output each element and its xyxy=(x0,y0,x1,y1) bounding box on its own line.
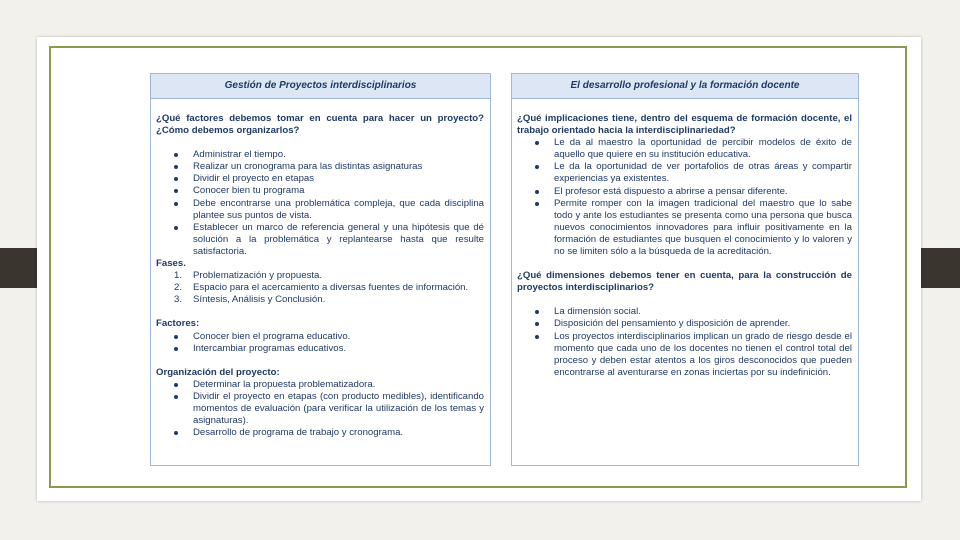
list-item: El profesor está dispuesto a abrirse a pensar diferente. xyxy=(517,186,852,198)
list-item: Conocer bien tu programa xyxy=(156,185,484,197)
right-question-2: ¿Qué dimensiones debemos tener en cuenta, para la construcción de proyectos interdisciplinarios? xyxy=(517,270,852,294)
right-panel xyxy=(511,73,859,466)
left-panel-title: Gestión de Proyectos interdisciplinarios xyxy=(151,74,490,99)
list-item: Desarrollo de programa de trabajo y cronograma. xyxy=(156,427,484,439)
list-item: La dimensión social. xyxy=(517,306,852,318)
list-item: Intercambiar programas educativos. xyxy=(156,343,484,355)
list-item: Debe encontrarse una problemática compleja, que cada disciplina plantee sus puntos de vista. xyxy=(156,198,484,222)
list-item: Permite romper con la imagen tradicional del maestro que lo sabe todo y ante los estudiantes se presenta como una persona que busca nuevos conocimientos innovadores para influir positivamente en la formación de estudiantes que busquen el conocimiento y lo valoren y no se limiten sólo a la búsqueda de la acreditación. xyxy=(517,198,852,258)
left-panel-body xyxy=(151,99,490,439)
list-item: 2. Espacio para el acercamiento a diversas fuentes de información. xyxy=(174,282,469,294)
list-item: Dividir el proyecto en etapas xyxy=(156,173,484,185)
right-panel-title: El desarrollo profesional y la formación docente xyxy=(512,74,858,99)
list-item: 3. Síntesis, Análisis y Conclusión. xyxy=(174,294,326,306)
fases-list xyxy=(156,270,484,306)
right-panel-body xyxy=(512,99,858,379)
left-items-list xyxy=(156,149,484,258)
list-item: Le da la oportunidad de ver portafolios de otras áreas y compartir experiencias ya existentes. xyxy=(517,161,852,185)
list-item: Disposición del pensamiento y disposición de aprender. xyxy=(517,318,852,330)
right-items-list-2 xyxy=(517,306,852,379)
list-item: Le da al maestro la oportunidad de percibir modelos de éxito de aquello que quiere en su institución educativa. xyxy=(517,137,852,161)
right-question-1: ¿Qué implicaciones tiene, dentro del esquema de formación docente, el trabajo orientado hacia la interdisciplinariedad? xyxy=(517,113,852,137)
organizacion-list xyxy=(156,379,484,439)
left-question: ¿Qué factores debemos tomar en cuenta para hacer un proyecto? ¿Cómo debemos organizarlos? xyxy=(156,113,484,137)
left-panel xyxy=(150,73,491,466)
list-item: Determinar la propuesta problematizadora. xyxy=(156,379,484,391)
list-item: Conocer bien el programa educativo. xyxy=(156,331,484,343)
list-item: Establecer un marco de referencia general y una hipótesis que dé solución a la problemática y replantearse hasta que resulte satisfactoria. xyxy=(156,222,484,258)
list-item: Los proyectos interdisciplinarios implican un grado de riesgo desde el momento que cada uno de los docentes no tienen el control total del proceso y deben estar atentos a los giros desconocidos que pueden encontrarse al aventurarse en zonas inciertas por su indefinición. xyxy=(517,331,852,379)
fases-title: Fases. xyxy=(156,258,186,270)
list-item: Administrar el tiempo. xyxy=(156,149,484,161)
organizacion-title: Organización del proyecto: xyxy=(156,366,280,378)
list-item: 1. Problematización y propuesta. xyxy=(174,270,323,282)
factores-list xyxy=(156,331,484,355)
right-items-list-1 xyxy=(517,137,852,258)
list-item: Realizar un cronograma para las distintas asignaturas xyxy=(156,161,484,173)
list-item: Dividir el proyecto en etapas (con producto medibles), identificando momentos de evaluación (para verificar la utilización de los temas y asignaturas). xyxy=(156,391,484,427)
factores-title: Factores: xyxy=(156,318,200,330)
